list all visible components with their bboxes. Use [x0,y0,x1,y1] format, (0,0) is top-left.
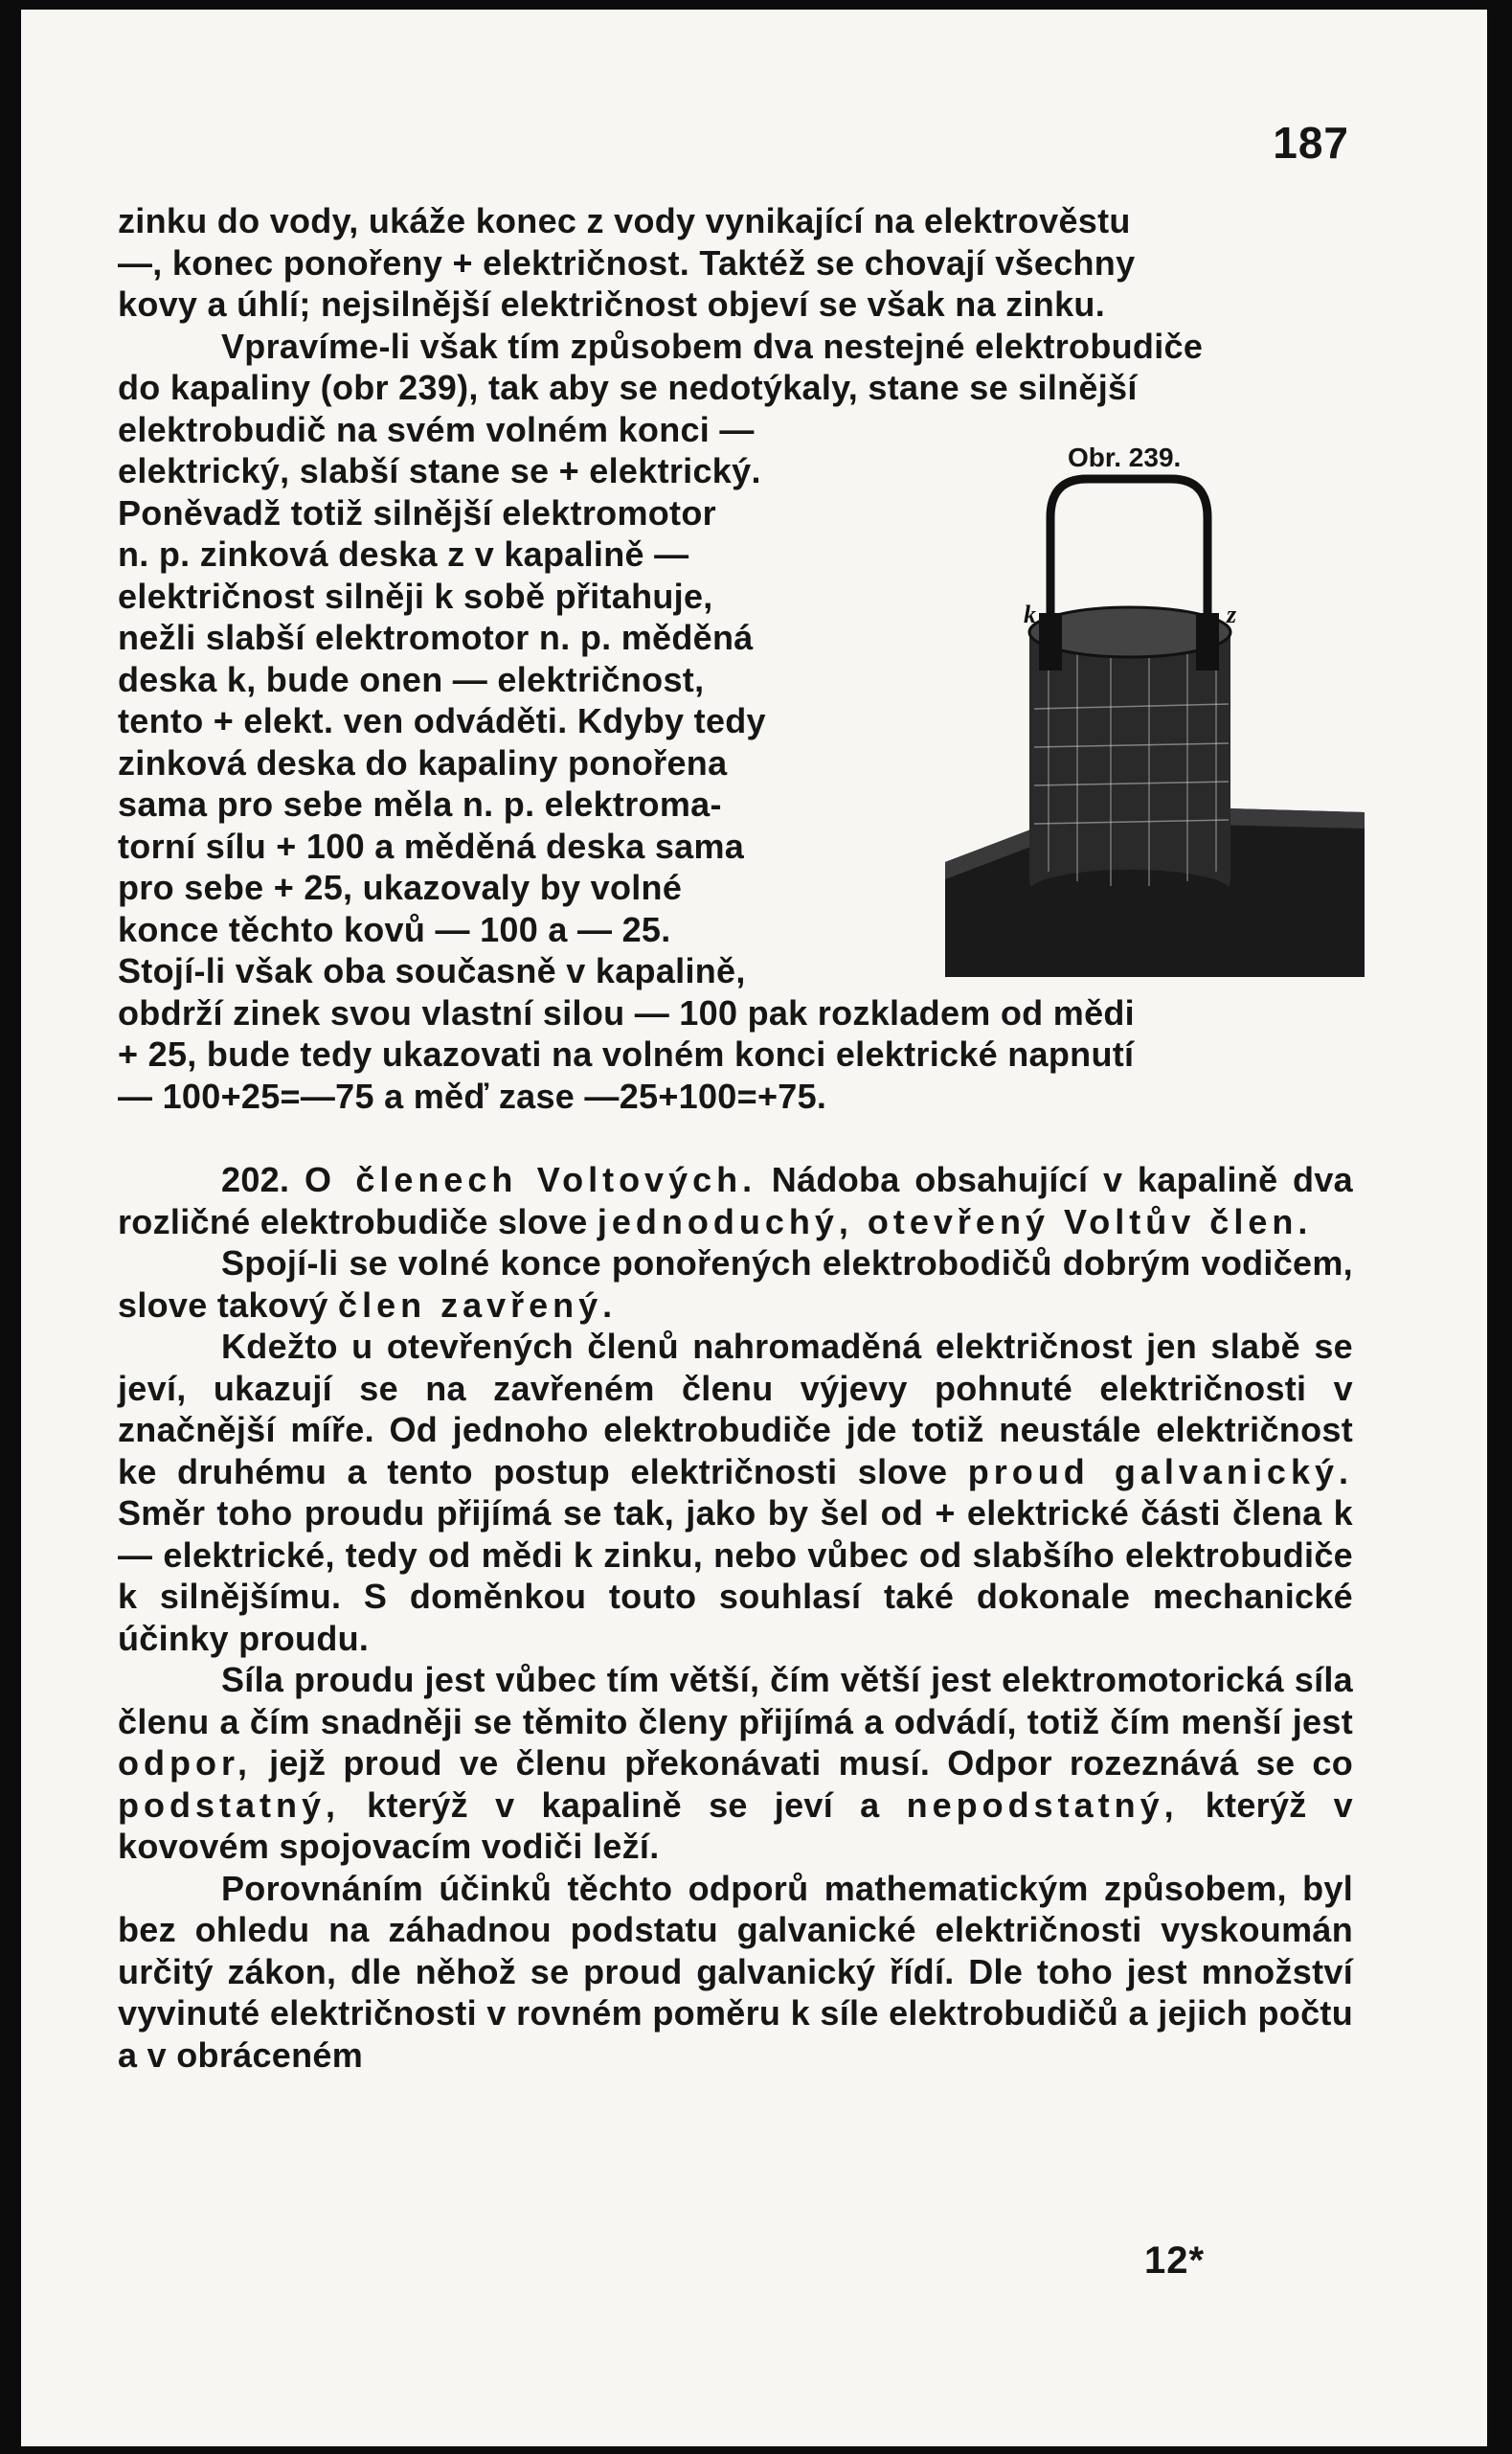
text-line: Stojí-li však oba současně v kapalině, [118,951,746,990]
text-line: kovy a úhlí; nejsilnější električnost objeví se však na zinku. [118,284,1105,324]
section-title: O členech Voltových. [304,1160,757,1199]
text-line: zinková deska do kapaliny ponořena [118,742,728,783]
label-k: k [1024,601,1036,628]
text-line: tento + elekt. ven odváděti. Kdyby tedy [118,701,766,740]
text-line: — 100+25=—75 a měď zase —25+100=+75. [118,1076,827,1116]
voltaic-cell-illustration [943,441,1365,977]
text-line: elektrobudič na svém volném konci — [118,409,755,449]
paragraph: Síla proudu jest vůbec tím větší, čím větší jest elektromotorická síla členu a čím snadněji se těmito členy přijímá a odvádí, totiž čím menší jest odpor, jejž proud ve členu překonávati musí. Odpor rozeznává se co podstatný, kterýž v kapalině se jeví a nepodstatný, kterýž v kovovém spojovacím vodiči leží. [118,1660,1353,1866]
page-number: 187 [1273,118,1349,168]
section-paragraph: 202. O členech Voltových. Nádoba obsahující v kapalině dva rozličné elektrobudiče slove jednoduchý, otevřený Voltův člen. [118,1160,1353,1241]
label-z: z [1227,601,1237,628]
text-line: obdrží zinek svou vlastní silou — 100 pak rozkladem od mědi [118,992,1135,1033]
text-line: do kapaliny (obr 239), tak aby se nedotýkaly, stane se silnější [118,368,1138,407]
text-line: električnost silněji k sobě přitahuje, [118,576,713,616]
text-line: sama pro sebe měla n. p. elektroma- [118,784,722,824]
text-line: deska k, bude onen — električnost, [118,659,705,699]
text-line: Poněvadž totiž silnější elektromotor [118,492,716,533]
zinc-plate-z [1196,613,1219,670]
paragraph: Spojí-li se volné konce ponořených elektrobodičů dobrým vodičem, slove takový člen zavřený. [118,1243,1353,1325]
text-line: nežli slabší elektromotor n. p. měděná [118,618,754,657]
section-number: 202. [221,1160,290,1199]
paragraph: Kdežto u otevřených členů nahromaděná električnost jen slabě se jeví, ukazují se na zavřeném členu výjevy pohnuté električnosti v značnější míře. Od jednoho elektrobudiče jde totiž neustále električnost ke druhému a tento postup električnosti slove proud galvanický. Směr toho proudu přijímá se tak, jako by šel od + elektrické části člena k — elektrické, tedy od mědi k zinku, nebo vůbec od slabšího elektrobudiče k silnějšímu. S doměnkou touto souhlasí také dokonale mechanické účinky proudu. [118,1327,1353,1658]
text-line: pro sebe + 25, ukazovaly by volné [118,868,683,907]
copper-plate-k [1039,613,1062,670]
text-line: elektrický, slabší stane se + elektrický. [118,451,761,490]
text-line: zinku do vody, ukáže konec z vody vynikající na elektrověstu [118,201,1131,240]
section-202 [118,1159,1353,2076]
paragraph: Porovnáním účinků těchto odporů mathematickým způsobem, byl bez ohledu na záhadnou podstatu galvanické električnosti vyskoumán určitý zákon, dle něhož se proud galvanický řídí. Dle toho jest množství vyvinuté električnosti v rovném poměru k síle elektrobudičů a jejich počtu a v obráceném [118,1868,1353,2075]
connecting-wire [1050,479,1207,615]
signature-mark: 12* [1144,2239,1206,2282]
text-line: n. p. zinková deska z v kapalině — [118,534,689,574]
figure-label: Obr. 239. [1068,443,1182,472]
text-line: + 25, bude tedy ukazovati na volném konci elektrické napnutí [118,1034,1135,1074]
text-line: torní sílu + 100 a měděná deska sama [118,826,745,866]
text-line: Vpravíme-li však tím způsobem dva nestejné elektrobudiče [221,326,1204,366]
text-beside-figure [118,450,893,992]
text-line: konce těchto kovů — 100 a — 25. [118,909,671,949]
text-line: —, konec ponořeny + električnost. Taktéž se chovají všechny [118,242,1136,283]
